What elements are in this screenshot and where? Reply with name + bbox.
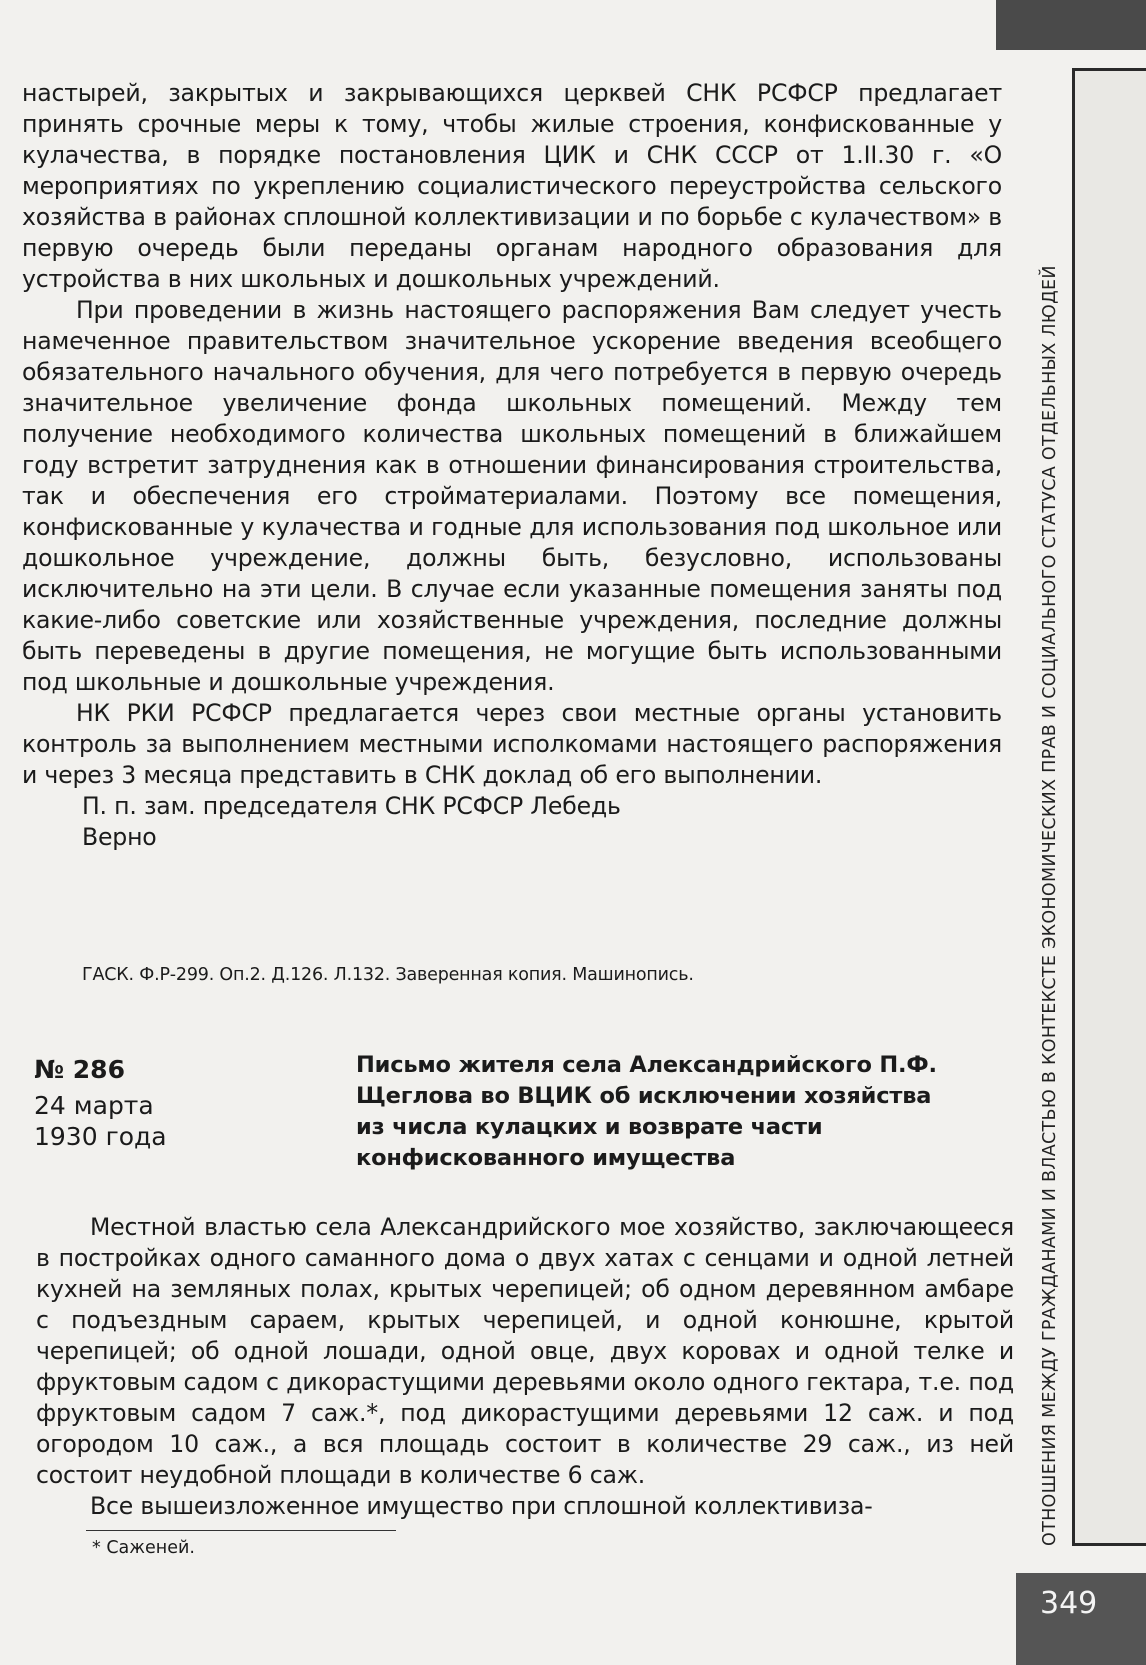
document-date-year: 1930 года xyxy=(34,1122,167,1151)
signature-line: П. п. зам. председателя СНК РСФСР Лебедь xyxy=(82,792,621,820)
footnote: * Саженей. xyxy=(92,1538,195,1558)
document-number: № 286 xyxy=(34,1055,125,1084)
paragraph-3: НК РКИ РСФСР предлагается через свои местные органы установить контроль за выполнением местными исполкомами настоящего распоряжения и через 3 месяца представить в СНК доклад об его выполнении. xyxy=(22,699,1002,789)
verified-line: Верно xyxy=(82,823,157,851)
page-number: 349 xyxy=(1040,1586,1098,1621)
side-frame-decoration xyxy=(1072,68,1146,1546)
body-text-bottom xyxy=(36,1212,1014,1522)
paragraph-4: Местной властью села Александрийского мое хозяйство, заключающееся в постройках одного саманного дома о двух хатах с сенцами и одной летней кухней на земляных полах, крытых черепицей; об одном деревянном амбаре с подъездным сараем, крытых черепицей, и одной конюшне, крытой черепицей; об одной лошади, одной овце, двух коровах и одной телке и фруктовым садом с дикорастущими деревьями около одного гектара, т.е. под фруктовым садом 7 саж.*, под дикорастущими деревьями 12 саж. и под огородом 10 саж., а вся площадь состоит в количестве 29 саж., из ней состоит неудобной площади в количестве 6 саж. xyxy=(36,1213,1014,1489)
document-title: Письмо жителя села Александрийского П.Ф. Щеглова во ВЦИК об исключении хозяйства из числа кулацких и возврате части конфискованного имущества xyxy=(356,1052,937,1171)
archival-source: ГАСК. Ф.Р-299. Оп.2. Д.126. Л.132. Заверенная копия. Машинопись. xyxy=(82,965,694,985)
footnote-separator xyxy=(86,1530,396,1531)
top-tab-decoration xyxy=(996,0,1146,50)
paragraph-2: При проведении в жизнь настоящего распоряжения Вам следует учесть намеченное правительством значительное ускорение введения всеобщего обязательного начального обучения, для чего потребуется в первую очередь значительное увеличение фонда школьных помещений. Между тем получение необходимого количества школьных помещений в ближайшем году встретит затруднения как в отношении финансирования строительства, так и обеспечения его стройматериалами. Поэтому все помещения, конфискованные у кулачества и годные для использования под школьное или дошкольное учреждение, должны быть, безусловно, использованы исключительно на эти цели. В случае если указанные помещения заняты под какие-либо советские или хозяйственные учреждения, последние должны быть переведены в другие помещения, не могущие быть использованными под школьные и дошкольные учреждения. xyxy=(22,296,1002,696)
running-section-title: ОТНОШЕНИЯ МЕЖДУ ГРАЖДАНАМИ И ВЛАСТЬЮ В КОНТЕКСТЕ ЭКОНОМИЧЕСКИХ ПРАВ И СОЦИАЛЬНОГО СТАТУСА ОТДЕЛЬНЫХ ЛЮДЕЙ xyxy=(1040,265,1060,1546)
document-date xyxy=(34,1090,167,1152)
document-date-day: 24 марта xyxy=(34,1091,154,1120)
paragraph-5: Все вышеизложенное имущество при сплошной коллективиза- xyxy=(90,1492,873,1520)
body-text-top xyxy=(22,78,1002,853)
paragraph-1: настырей, закрытых и закрывающихся церквей СНК РСФСР предлагает принять срочные меры к тому, чтобы жилые строения, конфискованные у кулачества, в порядке постановления ЦИК и СНК СССР от 1.II.30 г. «О мероприятиях по укреплению социалистического переустройства сельского хозяйства в районах сплошной коллективизации и по борьбе с кулачеством» в первую очередь были переданы органам народного образования для устройства в них школьных и дошкольных учреждений. xyxy=(22,79,1002,293)
